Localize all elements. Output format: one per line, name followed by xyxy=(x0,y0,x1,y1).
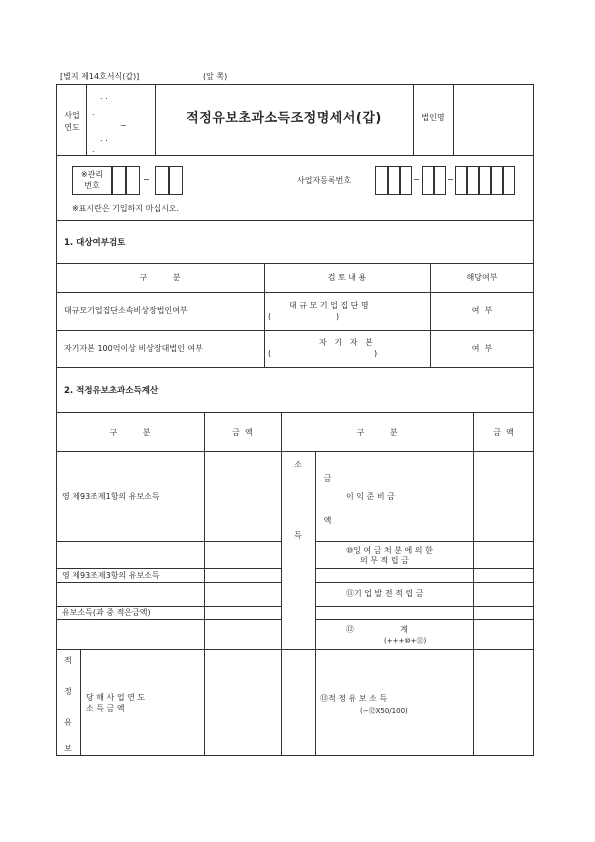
biz-reg-number-cell[interactable] xyxy=(455,166,467,195)
amount-input-business-dev-reserve[interactable] xyxy=(475,584,533,605)
vertical-label-char: 득 xyxy=(294,531,302,540)
form-title: 적정유보초과소득조정명세서(갑) xyxy=(186,111,382,126)
row-large-group-answer[interactable]: 여 부 xyxy=(471,306,493,315)
dash-separator: − xyxy=(413,175,420,184)
retained-income-93-1: 영 제93조제1항의 유보소득 xyxy=(62,492,160,501)
divider xyxy=(86,84,87,155)
business-dev-reserve: ⑪기 업 발 전 적 립 금 xyxy=(346,589,424,598)
divider xyxy=(56,451,534,452)
section2-col-amount-left: 금 액 xyxy=(232,428,253,437)
biz-reg-number-cell[interactable] xyxy=(375,166,388,195)
year-dots: . xyxy=(92,108,95,117)
dash-separator: − xyxy=(143,175,150,184)
corp-name-field[interactable] xyxy=(454,86,532,153)
proper-retained-income: ⑬적 정 유 보 소 득 xyxy=(320,694,388,703)
section2-heading: 2. 적정유보초과소득계산 xyxy=(64,386,159,396)
divider xyxy=(56,541,281,542)
divider xyxy=(56,619,281,620)
divider xyxy=(473,412,474,756)
divider xyxy=(315,451,316,756)
mgmt-number-cell[interactable] xyxy=(169,166,183,195)
divider xyxy=(56,263,534,264)
dash-separator: − xyxy=(447,175,454,184)
biz-reg-number-cell[interactable] xyxy=(434,166,446,195)
vertical-label-char: 정 xyxy=(64,687,72,696)
vertical-label-char: 유 xyxy=(64,718,72,727)
row-equity-content: 자 기 자 본 xyxy=(319,338,373,347)
section1-col-category: 구 분 xyxy=(139,273,181,282)
section2-col-category-left: 구 분 xyxy=(109,428,151,437)
amount-input-total[interactable] xyxy=(475,621,533,648)
mgmt-number-label: 번호 xyxy=(84,181,100,190)
divider xyxy=(56,606,281,607)
paren-close: ) xyxy=(336,312,340,321)
amount-input-proper-retained[interactable] xyxy=(475,651,533,755)
divider xyxy=(56,568,281,569)
proper-retained-formula: (−⑫X50/100) xyxy=(360,707,408,715)
vertical-label-char: 적 xyxy=(64,656,72,665)
biz-reg-number-cell[interactable] xyxy=(491,166,503,195)
section2-col-category-right: 구 분 xyxy=(356,428,398,437)
mgmt-number-label: ※관리 xyxy=(80,170,104,179)
paren-close: ) xyxy=(374,349,378,358)
amount-input-mandatory-reserve[interactable] xyxy=(475,543,533,567)
current-year-income-line2: 소 득 금 액 xyxy=(86,704,125,713)
section1-col-review: 검 토 내 용 xyxy=(327,273,367,282)
row-large-group-content: 대 규 모 기 업 집 단 명 xyxy=(289,301,369,310)
divider xyxy=(56,582,281,583)
vertical-label-char: 보 xyxy=(64,744,72,753)
divider xyxy=(56,367,534,368)
divider xyxy=(56,292,534,293)
earned-reserve: 이 익 준 비 금 xyxy=(346,492,395,501)
year-tilde: ~ xyxy=(120,121,127,130)
paren-open: ( xyxy=(268,312,272,321)
divider xyxy=(56,220,534,221)
amount-input-lesser[interactable] xyxy=(206,608,280,618)
amount-input-93-3[interactable] xyxy=(206,570,280,581)
mgmt-number-cell[interactable] xyxy=(112,166,126,195)
section1-heading: 1. 대상여부검토 xyxy=(64,238,126,248)
divider xyxy=(204,412,205,756)
retained-income-lesser: 유보소득(과 중 적은금액) xyxy=(62,608,151,617)
section1-col-applicable: 해당여부 xyxy=(466,273,498,282)
amount-input-earned-reserve[interactable] xyxy=(475,453,533,539)
biz-reg-number-cell[interactable] xyxy=(467,166,479,195)
biz-reg-number-label: 사업자등록번호 xyxy=(297,176,352,185)
retained-income-93-3: 영 제93조제3항의 유보소득 xyxy=(62,571,160,580)
divider xyxy=(56,649,534,650)
mgmt-number-cell[interactable] xyxy=(126,166,140,195)
year-dots: . xyxy=(92,145,95,154)
total-number: ⑫ xyxy=(346,625,354,634)
divider xyxy=(315,582,534,583)
section2-col-amount-right: 금 액 xyxy=(493,428,514,437)
row-equity-label: 자기자본 100억이상 비상장대법인 여부 xyxy=(64,344,203,353)
divider xyxy=(315,606,534,607)
divider xyxy=(56,155,534,156)
paren-open: ( xyxy=(268,349,272,358)
amount-input-93-1[interactable] xyxy=(206,453,280,539)
mgmt-number-cell[interactable] xyxy=(155,166,169,195)
biz-reg-number-cell[interactable] xyxy=(400,166,412,195)
mandatory-reserve-line2: 의 무 적 립 금 xyxy=(360,556,409,565)
total-formula: (+++⑩+⑪) xyxy=(384,637,427,645)
vertical-label-char: 액 xyxy=(323,516,332,525)
total-label: 계 xyxy=(400,625,408,634)
biz-reg-number-cell[interactable] xyxy=(479,166,491,195)
vertical-label-char: 소 xyxy=(294,460,302,469)
divider xyxy=(315,568,534,569)
biz-reg-number-cell[interactable] xyxy=(503,166,515,195)
mandatory-reserve-line1: ⑩잉 여 금 처 분 에 의 한 xyxy=(346,546,433,555)
form-number: [별지 제14호서식(갑)] xyxy=(60,72,140,81)
business-year-label: 사업 연도 xyxy=(64,111,80,132)
page-side-label: (앞 쪽) xyxy=(203,72,228,81)
row-large-group-label: 대규모기업집단소속비상장법인여부 xyxy=(64,306,188,315)
divider xyxy=(315,541,534,542)
instruction-note: ※표시란은 기입하지 마십시오. xyxy=(72,204,180,213)
current-year-income-line1: 당 해 사 업 연 도 xyxy=(86,693,146,702)
row-equity-answer[interactable]: 여 부 xyxy=(471,344,493,353)
biz-reg-number-cell[interactable] xyxy=(388,166,400,195)
year-dots: . . xyxy=(100,92,108,101)
divider xyxy=(80,649,81,756)
vertical-label-char: 금 xyxy=(323,474,332,483)
amount-input-current-income[interactable] xyxy=(206,651,280,755)
biz-reg-number-cell[interactable] xyxy=(422,166,434,195)
divider xyxy=(315,619,534,620)
divider xyxy=(56,330,534,331)
corp-name-label: 법인명 xyxy=(421,113,445,122)
year-dots: . . xyxy=(100,134,108,143)
divider xyxy=(56,412,534,413)
